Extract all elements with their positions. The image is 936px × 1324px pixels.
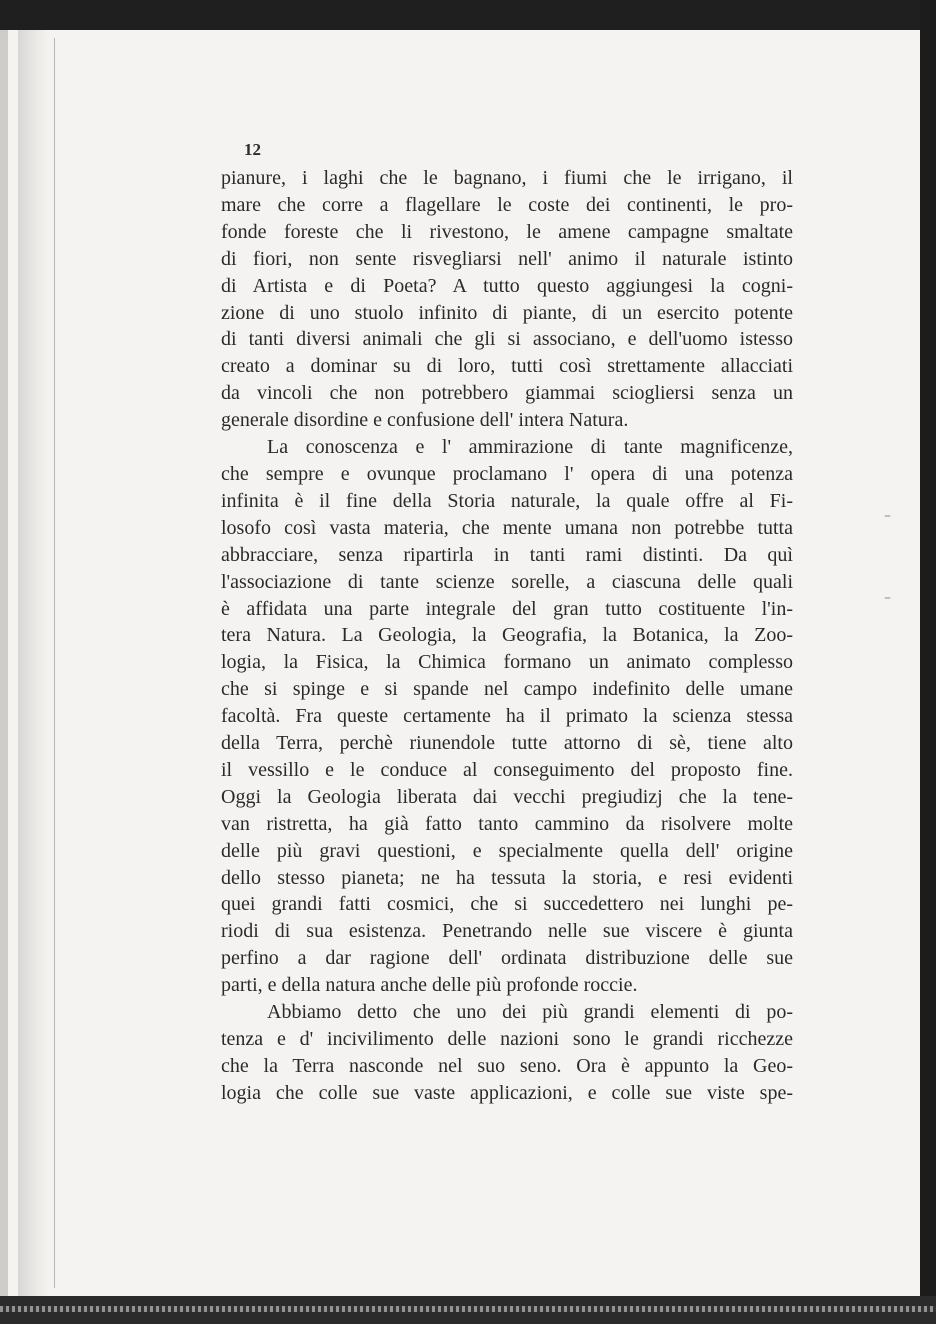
text-line: generale disordine e confusione dell' intera Natura. <box>221 409 629 432</box>
text-line: è affidata una parte integrale del gran tutto costituente l'in- <box>221 597 793 620</box>
text-line: infinita è il fine della Storia naturale, la quale offre al Fi- <box>221 489 793 512</box>
text-line: perfino a dar ragione dell' ordinata distribuzione delle sue <box>221 947 793 970</box>
text-line: che la Terra nasconde nel suo seno. Ora è appunto la Geo- <box>221 1054 793 1077</box>
text-line: creato a dominar su di loro, tutti così strettamente allacciati <box>221 355 793 378</box>
margin-tick-mark: – <box>884 508 891 524</box>
text-line: che si spinge e si spande nel campo indefinito delle umane <box>221 678 793 701</box>
scan-border-right <box>920 0 936 1324</box>
scan-border-left <box>0 30 8 1296</box>
text-line: il vessillo e le conduce al conseguimento del proposto fine. <box>221 758 793 781</box>
body-text <box>221 165 793 1107</box>
text-line: La conoscenza e l' ammirazione di tante magnificenze, <box>267 436 793 459</box>
scan-border-bottom <box>0 1296 936 1324</box>
text-line: losofo così vasta materia, che mente umana non potrebbe tutta <box>221 516 793 539</box>
text-line: van ristretta, ha già fatto tanto cammino da risolvere molte <box>221 812 793 835</box>
text-line: zione di uno stuolo infinito di piante, di un esercito potente <box>221 301 793 324</box>
text-line: pianure, i laghi che le bagnano, i fiumi che le irrigano, il <box>221 167 793 189</box>
text-line: della Terra, perchè riunendole tutte attorno di sè, tiene alto <box>221 732 793 755</box>
text-line: l'associazione di tante scienze sorelle, a ciascuna delle quali <box>221 570 793 593</box>
page-edge-line <box>54 38 55 1288</box>
text-line: facoltà. Fra queste certamente ha il primato la scienza stessa <box>221 705 793 728</box>
text-line: di Artista e di Poeta? A tutto questo aggiungesi la cogni- <box>221 274 793 297</box>
text-line: quei grandi fatti cosmici, che si succedettero nei lunghi pe- <box>221 893 793 916</box>
text-line: riodi di sua esistenza. Penetrando nelle sue viscere è giunta <box>221 920 793 943</box>
text-line: mare che corre a flagellare le coste dei continenti, le pro- <box>221 193 793 216</box>
text-line: Oggi la Geologia liberata dai vecchi pregiudizj che la tene- <box>221 785 793 808</box>
page-gutter-shadow <box>18 30 50 1296</box>
text-line: dello stesso pianeta; ne ha tessuta la storia, e resi evidenti <box>221 866 793 889</box>
margin-tick-mark: – <box>884 590 891 606</box>
text-line: fonde foreste che li rivestono, le amene campagne smaltate <box>221 220 793 243</box>
text-line: parti, e della natura anche delle più profonde roccie. <box>221 974 638 997</box>
text-line: logia che colle sue vaste applicazioni, e colle sue viste spe- <box>221 1081 793 1104</box>
text-line: di fiori, non sente risvegliarsi nell' animo il naturale istinto <box>221 247 793 270</box>
text-line: che sempre e ovunque proclamano l' opera di una potenza <box>221 462 793 485</box>
text-line: Abbiamo detto che uno dei più grandi elementi di po- <box>267 1001 793 1024</box>
text-line: tera Natura. La Geologia, la Geografia, la Botanica, la Zoo- <box>221 624 793 647</box>
text-line: delle più gravi questioni, e specialmente quella dell' origine <box>221 839 793 862</box>
text-line: logia, la Fisica, la Chimica formano un animato complesso <box>221 651 793 674</box>
page-number: 12 <box>244 140 261 159</box>
text-line: tenza e d' incivilimento delle nazioni sono le grandi ricchezze <box>221 1028 793 1050</box>
text-line: di tanti diversi animali che gli si associano, e dell'uomo istesso <box>221 328 793 351</box>
text-line: da vincoli che non potrebbero giammai sciogliersi senza un <box>221 382 793 405</box>
scan-border-top <box>0 0 936 30</box>
text-line: abbracciare, senza ripartirla in tanti rami distinti. Da quì <box>221 543 793 566</box>
